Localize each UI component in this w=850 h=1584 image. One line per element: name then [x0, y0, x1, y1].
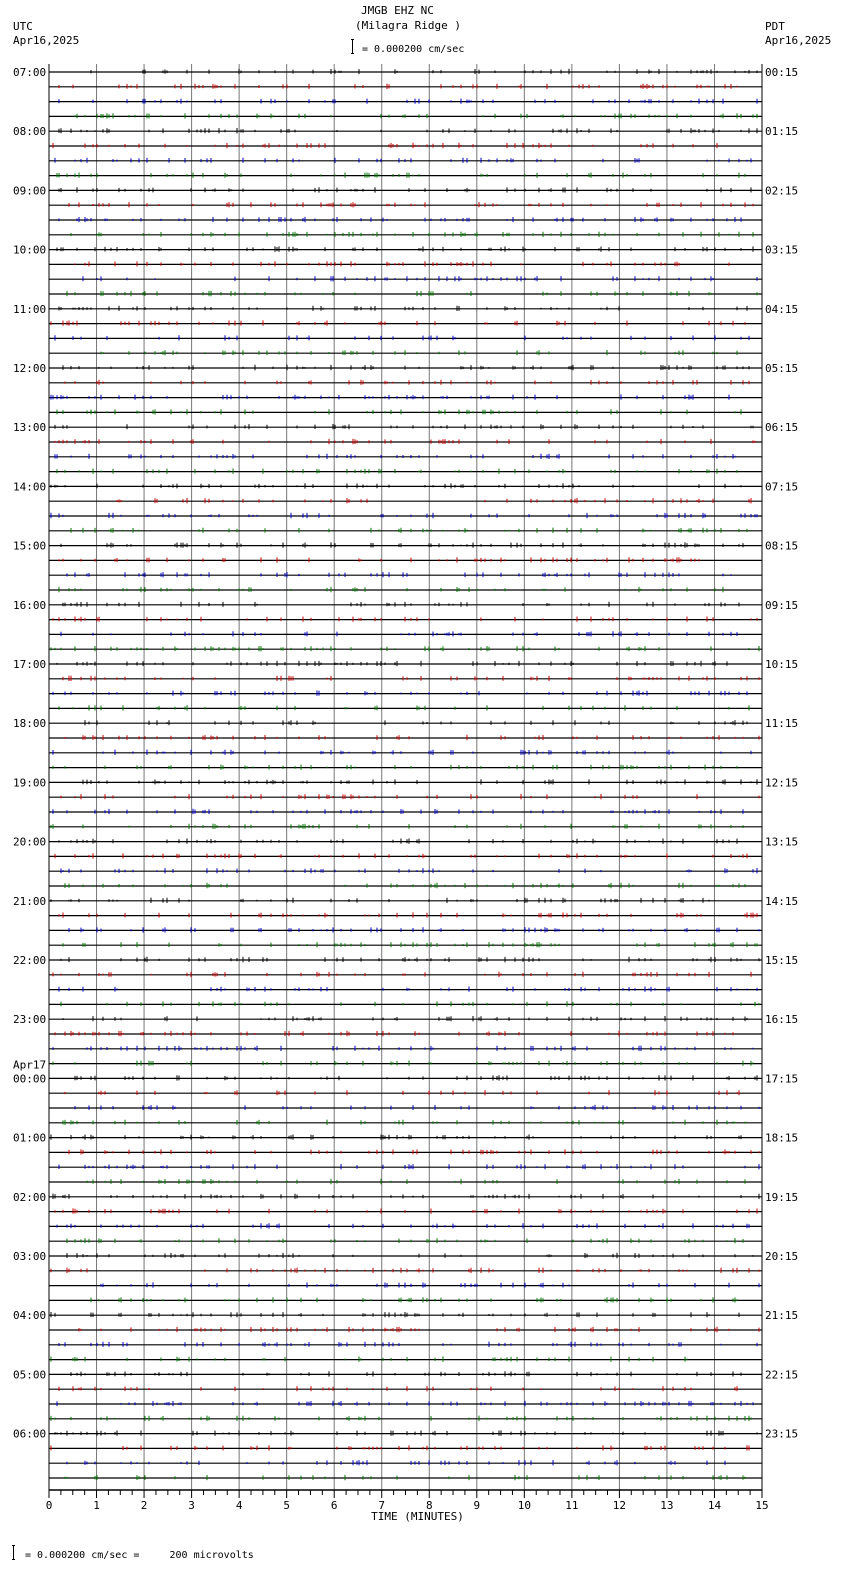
x-tick-label: 8	[425, 1499, 433, 1512]
x-tick-label: 12	[612, 1499, 627, 1512]
utc-hour-label: 05:00	[13, 1368, 47, 1382]
pdt-hour-label: 05:15	[765, 362, 799, 375]
utc-hour-label: 14:00	[13, 480, 47, 494]
pdt-hour-label: 14:15	[765, 894, 799, 908]
utc-hour-label: 00:00	[13, 1072, 47, 1086]
pdt-hour-label: 06:15	[765, 421, 799, 435]
utc-hour-label: 12:00	[13, 362, 47, 375]
x-tick-label: 7	[378, 1499, 386, 1512]
utc-hour-label: 02:00	[13, 1190, 47, 1204]
x-tick-label: 5	[283, 1499, 290, 1512]
x-axis-label: TIME (MINUTES)	[371, 1510, 464, 1523]
x-tick-label: 1	[93, 1499, 100, 1512]
pdt-hour-label: 00:15	[765, 66, 799, 79]
utc-hour-label: 04:00	[13, 1309, 47, 1323]
pdt-hour-label: 23:15	[765, 1427, 799, 1441]
x-tick-label: 6	[330, 1499, 338, 1512]
utc-hour-label: 15:00	[13, 539, 47, 553]
pdt-hour-label: 20:15	[765, 1250, 799, 1263]
utc-hour-label: 13:00	[13, 421, 47, 435]
x-tick-label: 2	[140, 1499, 148, 1512]
utc-hour-label: 19:00	[13, 776, 47, 790]
pdt-hour-label: 11:15	[765, 717, 799, 731]
left-timezone: UTC	[13, 20, 33, 33]
pdt-hour-label: 10:15	[765, 658, 799, 671]
utc-hour-label: 10:00	[13, 243, 47, 257]
x-tick-label: 0	[45, 1499, 53, 1512]
utc-hour-label: 01:00	[13, 1131, 47, 1145]
pdt-hour-label: 03:15	[765, 243, 799, 257]
x-tick-label: 10	[517, 1499, 531, 1512]
utc-hour-label: 22:00	[13, 954, 47, 967]
pdt-hour-label: 18:15	[765, 1131, 799, 1145]
utc-hour-label: 18:00	[13, 717, 47, 731]
x-tick-label: 9	[473, 1499, 481, 1512]
utc-hour-label: 16:00	[13, 598, 47, 612]
utc-hour-label: 06:00	[13, 1427, 47, 1441]
pdt-hour-label: 01:15	[765, 125, 799, 139]
pdt-hour-label: 22:15	[765, 1368, 799, 1382]
pdt-hour-label: 07:15	[765, 480, 799, 494]
pdt-hour-label: 12:15	[765, 776, 799, 790]
x-tick-label: 14	[707, 1499, 722, 1512]
scale-label: = 0.000200 cm/sec	[362, 44, 465, 55]
x-tick-label: 15	[755, 1499, 769, 1512]
pdt-hour-label: 17:15	[765, 1072, 799, 1086]
pdt-hour-label: 16:15	[765, 1013, 799, 1027]
utc-hour-label: 23:00	[13, 1013, 47, 1027]
utc-hour-label: 09:00	[13, 184, 47, 198]
pdt-hour-label: 08:15	[765, 539, 799, 553]
utc-hour-label: 17:00	[13, 658, 47, 671]
utc-hour-label: 03:00	[13, 1250, 47, 1263]
utc-hour-label: 20:00	[13, 835, 47, 849]
footer-scale-bar-icon	[12, 1545, 16, 1560]
utc-hour-label: 11:00	[13, 302, 47, 316]
footer-scale-note: = 0.000200 cm/sec = 200 microvolts	[25, 1550, 254, 1561]
pdt-hour-label: 04:15	[765, 302, 799, 316]
x-tick-label: 11	[565, 1499, 579, 1512]
x-tick-label: 13	[660, 1499, 674, 1512]
utc-hour-label: 21:00	[13, 894, 47, 908]
utc-hour-label: 07:00	[13, 66, 47, 79]
right-timezone: PDT	[765, 20, 785, 33]
utc-hour-label: 08:00	[13, 125, 47, 139]
site-name: (Milagra Ridge )	[355, 19, 461, 32]
x-tick-label: 4	[235, 1499, 243, 1512]
pdt-hour-label: 19:15	[765, 1190, 799, 1204]
pdt-hour-label: 09:15	[765, 598, 799, 612]
x-tick-label: 3	[188, 1499, 195, 1512]
date-change-label: Apr17	[13, 1058, 47, 1072]
pdt-hour-label: 02:15	[765, 184, 799, 198]
left-date: Apr16,2025	[13, 34, 80, 47]
right-date: Apr16,2025	[765, 34, 832, 47]
pdt-hour-label: 13:15	[765, 835, 799, 849]
pdt-hour-label: 15:15	[765, 954, 799, 967]
station-title: JMGB EHZ NC	[361, 4, 434, 17]
pdt-hour-label: 21:15	[765, 1309, 799, 1323]
